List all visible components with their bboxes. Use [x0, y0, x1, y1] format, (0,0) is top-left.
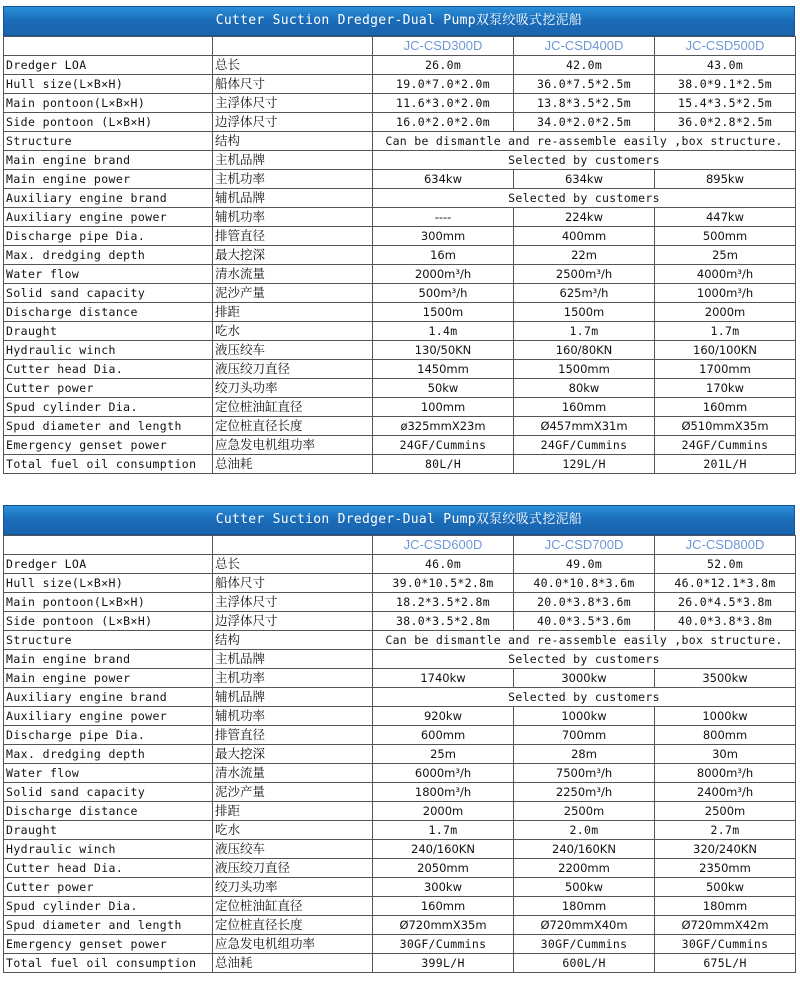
row-value: 25m — [373, 745, 514, 764]
row-label-en: Hull size(L×B×H) — [4, 574, 213, 593]
row-value: Ø720mmX35m — [373, 916, 514, 935]
row-value: 80L/H — [373, 455, 514, 474]
row-value: 160/80KN — [514, 341, 655, 360]
row-label-cn: 定位桩直径长度 — [213, 417, 373, 436]
table-row — [4, 859, 796, 878]
table-row — [4, 935, 796, 954]
row-label-en: Main engine power — [4, 170, 213, 189]
row-span-value: Selected by customers — [373, 151, 796, 170]
row-value: 1450mm — [373, 360, 514, 379]
table-row — [4, 593, 796, 612]
row-label-en: Cutter power — [4, 379, 213, 398]
row-label-cn: 辅机品牌 — [213, 688, 373, 707]
row-label-en: Spud diameter and length — [4, 417, 213, 436]
model-header-row — [4, 536, 796, 555]
row-value: 2050mm — [373, 859, 514, 878]
row-value: 300kw — [373, 878, 514, 897]
row-value: 50kw — [373, 379, 514, 398]
row-value: 39.0*10.5*2.8m — [373, 574, 514, 593]
table-row — [4, 688, 796, 707]
table-row — [4, 669, 796, 688]
row-value: 3000kw — [514, 669, 655, 688]
row-label-en: Solid sand capacity — [4, 284, 213, 303]
row-value: 160mm — [514, 398, 655, 417]
row-value: 30m — [655, 745, 796, 764]
row-label-cn: 辅机品牌 — [213, 189, 373, 208]
table-row — [4, 878, 796, 897]
row-label-en: Hull size(L×B×H) — [4, 75, 213, 94]
row-value: 399L/H — [373, 954, 514, 973]
row-span-value: Selected by customers — [373, 189, 796, 208]
row-label-cn: 应急发电机组功率 — [213, 935, 373, 954]
row-label-en: Spud cylinder Dia. — [4, 897, 213, 916]
row-label-en: Solid sand capacity — [4, 783, 213, 802]
row-label-en: Auxiliary engine brand — [4, 189, 213, 208]
table-row — [4, 574, 796, 593]
table-row — [4, 455, 796, 474]
table-row — [4, 555, 796, 574]
row-label-cn: 最大挖深 — [213, 745, 373, 764]
row-label-en: Max. dredging depth — [4, 745, 213, 764]
row-value: 400mm — [514, 227, 655, 246]
row-value: 40.0*3.5*3.6m — [514, 612, 655, 631]
table-row — [4, 56, 796, 75]
row-value: 920kw — [373, 707, 514, 726]
table-row — [4, 75, 796, 94]
row-value: 2.0m — [514, 821, 655, 840]
row-value: 447kw — [655, 208, 796, 227]
row-span-value: Can be dismantle and re-assemble easily ,box structure. — [373, 132, 796, 151]
row-value: 43.0m — [655, 56, 796, 75]
row-value: 1.7m — [514, 322, 655, 341]
row-label-en: Structure — [4, 631, 213, 650]
row-label-cn: 总长 — [213, 56, 373, 75]
row-label-cn: 应急发电机组功率 — [213, 436, 373, 455]
table-row — [4, 436, 796, 455]
row-value: 2000m³/h — [373, 265, 514, 284]
row-value: 26.0*4.5*3.8m — [655, 593, 796, 612]
row-value: 180mm — [655, 897, 796, 916]
row-value: 36.0*2.8*2.5m — [655, 113, 796, 132]
row-value: 1000m³/h — [655, 284, 796, 303]
table-title: Cutter Suction Dredger-Dual Pump双泵绞吸式挖泥船 — [3, 6, 795, 36]
row-value: 38.0*9.1*2.5m — [655, 75, 796, 94]
row-label-cn: 结构 — [213, 132, 373, 151]
row-value: 240/160KN — [514, 840, 655, 859]
table-row — [4, 151, 796, 170]
row-label-cn: 液压绞车 — [213, 840, 373, 859]
row-label-cn: 辅机功率 — [213, 707, 373, 726]
model-name: JC-CSD400D — [514, 37, 655, 56]
spec-table-1 — [3, 6, 795, 474]
row-value: 2200mm — [514, 859, 655, 878]
table-row — [4, 417, 796, 436]
row-label-en: Main engine power — [4, 669, 213, 688]
row-value: 52.0m — [655, 555, 796, 574]
row-label-en: Hydraulic winch — [4, 840, 213, 859]
row-value: 28m — [514, 745, 655, 764]
model-name: JC-CSD800D — [655, 536, 796, 555]
row-label-en: Spud diameter and length — [4, 916, 213, 935]
row-label-cn: 最大挖深 — [213, 246, 373, 265]
table-row — [4, 398, 796, 417]
row-label-en: Auxiliary engine brand — [4, 688, 213, 707]
row-value: 49.0m — [514, 555, 655, 574]
row-value: 224kw — [514, 208, 655, 227]
row-value: 16.0*2.0*2.0m — [373, 113, 514, 132]
header-blank — [4, 37, 213, 56]
row-value: 500m³/h — [373, 284, 514, 303]
row-label-cn: 边浮体尺寸 — [213, 612, 373, 631]
row-value: 19.0*7.0*2.0m — [373, 75, 514, 94]
row-label-cn: 吃水 — [213, 821, 373, 840]
row-value: 24GF/Cummins — [373, 436, 514, 455]
row-value: 895kw — [655, 170, 796, 189]
spec-table — [3, 535, 796, 973]
row-value: 2350mm — [655, 859, 796, 878]
row-label-cn: 排管直径 — [213, 726, 373, 745]
model-name: JC-CSD600D — [373, 536, 514, 555]
row-label-en: Side pontoon (L×B×H) — [4, 113, 213, 132]
row-label-cn: 主机品牌 — [213, 650, 373, 669]
row-value: ø325mmX23m — [373, 417, 514, 436]
row-label-en: Main pontoon(L×B×H) — [4, 94, 213, 113]
row-label-cn: 液压绞刀直径 — [213, 859, 373, 878]
model-header-row — [4, 37, 796, 56]
row-label-en: Total fuel oil consumption — [4, 954, 213, 973]
table-row — [4, 821, 796, 840]
row-value: 1700mm — [655, 360, 796, 379]
row-label-cn: 船体尺寸 — [213, 75, 373, 94]
row-label-en: Max. dredging depth — [4, 246, 213, 265]
row-label-cn: 主机品牌 — [213, 151, 373, 170]
row-value: 2500m — [514, 802, 655, 821]
row-value: 201L/H — [655, 455, 796, 474]
row-value: 1800m³/h — [373, 783, 514, 802]
row-value: 2500m — [655, 802, 796, 821]
row-label-cn: 清水流量 — [213, 764, 373, 783]
row-value: 20.0*3.8*3.6m — [514, 593, 655, 612]
header-blank — [4, 536, 213, 555]
row-label-en: Discharge pipe Dia. — [4, 726, 213, 745]
row-value: 1.4m — [373, 322, 514, 341]
row-value: 18.2*3.5*2.8m — [373, 593, 514, 612]
row-value: 11.6*3.0*2.0m — [373, 94, 514, 113]
row-span-value: Selected by customers — [373, 688, 796, 707]
row-value: 180mm — [514, 897, 655, 916]
row-value: 36.0*7.5*2.5m — [514, 75, 655, 94]
table-row — [4, 612, 796, 631]
row-label-cn: 排距 — [213, 303, 373, 322]
table-row — [4, 916, 796, 935]
row-value: 46.0*12.1*3.8m — [655, 574, 796, 593]
table-row — [4, 954, 796, 973]
row-value: 30GF/Cummins — [373, 935, 514, 954]
table-row — [4, 341, 796, 360]
row-value: 600mm — [373, 726, 514, 745]
row-value: Ø457mmX31m — [514, 417, 655, 436]
row-label-en: Hydraulic winch — [4, 341, 213, 360]
row-label-cn: 总长 — [213, 555, 373, 574]
table-row — [4, 360, 796, 379]
row-label-en: Spud cylinder Dia. — [4, 398, 213, 417]
row-value: 2000m — [655, 303, 796, 322]
spec-table-2 — [3, 505, 795, 973]
row-value: 40.0*3.8*3.8m — [655, 612, 796, 631]
row-label-en: Side pontoon (L×B×H) — [4, 612, 213, 631]
table-row — [4, 94, 796, 113]
row-label-cn: 主机功率 — [213, 170, 373, 189]
row-label-cn: 排管直径 — [213, 227, 373, 246]
table-row — [4, 783, 796, 802]
row-label-en: Main engine brand — [4, 151, 213, 170]
row-value: 4000m³/h — [655, 265, 796, 284]
row-value: 2500m³/h — [514, 265, 655, 284]
row-value: 700mm — [514, 726, 655, 745]
row-value: 80kw — [514, 379, 655, 398]
row-label-en: Cutter head Dia. — [4, 859, 213, 878]
row-label-en: Emergency genset power — [4, 935, 213, 954]
row-label-en: Draught — [4, 821, 213, 840]
row-value: 25m — [655, 246, 796, 265]
row-label-en: Cutter head Dia. — [4, 360, 213, 379]
row-value: 16m — [373, 246, 514, 265]
row-value: 1000kw — [655, 707, 796, 726]
row-value: 1740kw — [373, 669, 514, 688]
row-value: 634kw — [373, 170, 514, 189]
row-value: 1500mm — [514, 360, 655, 379]
row-label-en: Total fuel oil consumption — [4, 455, 213, 474]
row-label-cn: 排距 — [213, 802, 373, 821]
row-value: 625m³/h — [514, 284, 655, 303]
row-value: 1500m — [514, 303, 655, 322]
table-row — [4, 208, 796, 227]
table-row — [4, 897, 796, 916]
row-value: 170kw — [655, 379, 796, 398]
table-row — [4, 650, 796, 669]
table-row — [4, 631, 796, 650]
row-label-en: Draught — [4, 322, 213, 341]
row-value: 1000kw — [514, 707, 655, 726]
row-label-cn: 结构 — [213, 631, 373, 650]
table-row — [4, 726, 796, 745]
row-value: 2250m³/h — [514, 783, 655, 802]
row-label-en: Emergency genset power — [4, 436, 213, 455]
row-value: 320/240KN — [655, 840, 796, 859]
model-name: JC-CSD300D — [373, 37, 514, 56]
row-label-cn: 主机功率 — [213, 669, 373, 688]
table-row — [4, 322, 796, 341]
table-row — [4, 246, 796, 265]
row-value: 160mm — [373, 897, 514, 916]
row-label-cn: 液压绞刀直径 — [213, 360, 373, 379]
table-row — [4, 840, 796, 859]
row-value: 1500m — [373, 303, 514, 322]
row-value: 2000m — [373, 802, 514, 821]
row-value: 30GF/Cummins — [655, 935, 796, 954]
table-row — [4, 170, 796, 189]
row-label-cn: 液压绞车 — [213, 341, 373, 360]
row-value: 800mm — [655, 726, 796, 745]
row-value: 500kw — [655, 878, 796, 897]
row-label-cn: 吃水 — [213, 322, 373, 341]
row-label-cn: 定位桩直径长度 — [213, 916, 373, 935]
table-row — [4, 745, 796, 764]
row-label-cn: 绞刀头功率 — [213, 878, 373, 897]
row-value: 1.7m — [655, 322, 796, 341]
row-label-cn: 边浮体尺寸 — [213, 113, 373, 132]
row-label-cn: 总油耗 — [213, 455, 373, 474]
row-value: 500mm — [655, 227, 796, 246]
row-value: 1.7m — [373, 821, 514, 840]
table-row — [4, 265, 796, 284]
table-row — [4, 802, 796, 821]
model-name: JC-CSD700D — [514, 536, 655, 555]
row-span-value: Can be dismantle and re-assemble easily ,box structure. — [373, 631, 796, 650]
row-label-cn: 定位桩油缸直径 — [213, 897, 373, 916]
table-row — [4, 284, 796, 303]
row-value: 2.7m — [655, 821, 796, 840]
row-value: 129L/H — [514, 455, 655, 474]
row-label-en: Water flow — [4, 764, 213, 783]
row-value: 8000m³/h — [655, 764, 796, 783]
header-blank — [213, 37, 373, 56]
row-label-en: Discharge distance — [4, 303, 213, 322]
row-label-cn: 主浮体尺寸 — [213, 94, 373, 113]
row-label-en: Auxiliary engine power — [4, 707, 213, 726]
row-value: 500kw — [514, 878, 655, 897]
row-value: 15.4*3.5*2.5m — [655, 94, 796, 113]
row-value: 46.0m — [373, 555, 514, 574]
row-label-en: Main engine brand — [4, 650, 213, 669]
row-label-en: Water flow — [4, 265, 213, 284]
row-value: 30GF/Cummins — [514, 935, 655, 954]
row-label-en: Dredger LOA — [4, 56, 213, 75]
row-label-cn: 泥沙产量 — [213, 284, 373, 303]
row-value: 34.0*2.0*2.5m — [514, 113, 655, 132]
row-value: 600L/H — [514, 954, 655, 973]
row-label-en: Cutter power — [4, 878, 213, 897]
table-title: Cutter Suction Dredger-Dual Pump双泵绞吸式挖泥船 — [3, 505, 795, 535]
table-row — [4, 132, 796, 151]
row-value: 24GF/Cummins — [655, 436, 796, 455]
row-label-cn: 绞刀头功率 — [213, 379, 373, 398]
table-row — [4, 303, 796, 322]
table-row — [4, 379, 796, 398]
row-value: 24GF/Cummins — [514, 436, 655, 455]
row-value: 2400m³/h — [655, 783, 796, 802]
row-value: 6000m³/h — [373, 764, 514, 783]
row-label-cn: 总油耗 — [213, 954, 373, 973]
row-value: 22m — [514, 246, 655, 265]
table-row — [4, 227, 796, 246]
row-value: Ø720mmX40m — [514, 916, 655, 935]
row-value: ---- — [373, 208, 514, 227]
row-label-en: Dredger LOA — [4, 555, 213, 574]
spec-table — [3, 36, 796, 474]
row-label-cn: 清水流量 — [213, 265, 373, 284]
row-label-en: Main pontoon(L×B×H) — [4, 593, 213, 612]
row-value: 130/50KN — [373, 341, 514, 360]
row-value: Ø720mmX42m — [655, 916, 796, 935]
row-value: 3500kw — [655, 669, 796, 688]
row-label-cn: 主浮体尺寸 — [213, 593, 373, 612]
header-blank — [213, 536, 373, 555]
row-span-value: Selected by customers — [373, 650, 796, 669]
row-label-cn: 泥沙产量 — [213, 783, 373, 802]
row-label-cn: 定位桩油缸直径 — [213, 398, 373, 417]
row-value: 240/160KN — [373, 840, 514, 859]
row-value: 100mm — [373, 398, 514, 417]
table-row — [4, 113, 796, 132]
row-label-cn: 船体尺寸 — [213, 574, 373, 593]
model-name: JC-CSD500D — [655, 37, 796, 56]
table-row — [4, 707, 796, 726]
row-value: 26.0m — [373, 56, 514, 75]
row-value: 42.0m — [514, 56, 655, 75]
row-value: 160mm — [655, 398, 796, 417]
row-label-en: Discharge pipe Dia. — [4, 227, 213, 246]
table-row — [4, 764, 796, 783]
row-value: 675L/H — [655, 954, 796, 973]
row-value: 160/100KN — [655, 341, 796, 360]
row-value: 38.0*3.5*2.8m — [373, 612, 514, 631]
row-label-en: Structure — [4, 132, 213, 151]
row-value: 13.8*3.5*2.5m — [514, 94, 655, 113]
row-value: 634kw — [514, 170, 655, 189]
row-value: 300mm — [373, 227, 514, 246]
table-row — [4, 189, 796, 208]
row-label-cn: 辅机功率 — [213, 208, 373, 227]
row-label-en: Discharge distance — [4, 802, 213, 821]
row-value: 40.0*10.8*3.6m — [514, 574, 655, 593]
row-label-en: Auxiliary engine power — [4, 208, 213, 227]
row-value: 7500m³/h — [514, 764, 655, 783]
row-value: Ø510mmX35m — [655, 417, 796, 436]
